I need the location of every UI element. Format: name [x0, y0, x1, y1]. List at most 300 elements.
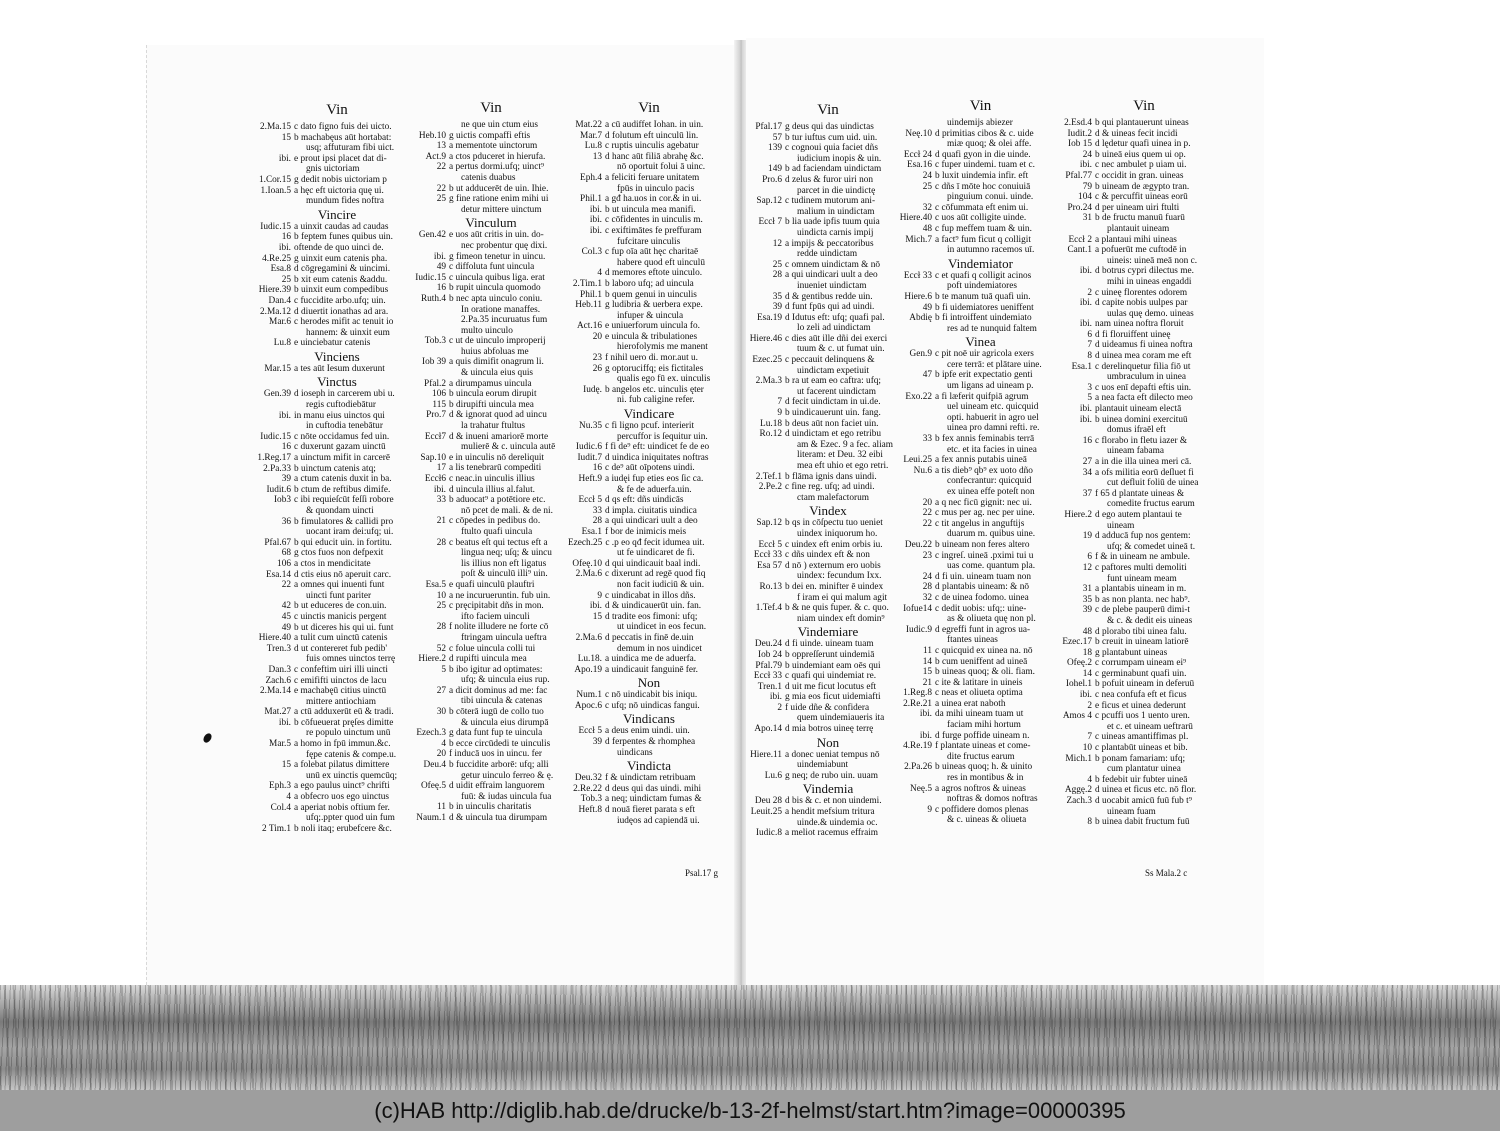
index-entry — [1058, 637, 1230, 648]
index-entry — [748, 771, 908, 782]
index-entry — [898, 281, 1063, 292]
entry-text: a tis dieb⁹ qb⁹ ex uoto dño — [935, 465, 1033, 476]
index-entry — [568, 506, 730, 517]
entry-text: b uinctum catenis atq; — [294, 463, 376, 474]
entry-text: percuffor is ſequitur uin. — [617, 431, 708, 442]
index-entry — [1058, 468, 1230, 479]
entry-text: d uinea mea coram me eft — [1095, 351, 1192, 362]
entry-text: d uit me ficut locutus eft — [785, 681, 877, 692]
index-entry — [568, 321, 730, 332]
index-entry — [257, 275, 417, 286]
entry-text: g ctos fuos non defpexit — [294, 548, 384, 559]
entry-reference — [898, 487, 935, 498]
entry-reference: Col.4 — [270, 802, 291, 813]
entry-reference: Lu.18. — [577, 654, 602, 665]
entry-reference: 15 — [922, 667, 932, 678]
index-entry — [1058, 309, 1230, 320]
index-entry — [257, 686, 417, 697]
entry-text: fuū: & iudas uincula fua — [461, 791, 552, 802]
entry-text: poft uindemiatores — [947, 281, 1017, 292]
entry-reference: 22 — [436, 162, 446, 173]
entry-reference — [412, 633, 449, 644]
index-entry — [568, 432, 730, 443]
entry-reference: Zach.3 — [1066, 796, 1092, 806]
index-entry — [1058, 362, 1230, 373]
index-entry — [412, 262, 570, 273]
entry-text: d uindictam et ego retribu — [785, 429, 882, 440]
entry-text: a uinctum mifit in carcerē — [294, 453, 391, 464]
entry-reference: 16 — [281, 232, 291, 243]
index-entry — [1058, 754, 1230, 765]
entry-reference: ibi. — [919, 730, 932, 741]
index-entry — [898, 487, 1063, 498]
index-entry — [898, 381, 1063, 392]
index-entry — [748, 529, 908, 540]
entry-text: c derelinquetur filia fiō ut — [1095, 361, 1191, 372]
entry-text: b uinea domini exercituū — [1095, 414, 1188, 425]
index-entry — [568, 268, 730, 279]
entry-text: c dato figno fuis dei uicto. — [294, 122, 392, 132]
index-entry — [748, 661, 908, 672]
entry-text: & fe de aduerfa.uin. — [617, 484, 692, 495]
entry-text: uindemiabunt — [797, 760, 849, 771]
entry-reference — [1058, 372, 1095, 383]
entry-reference: Mar.7 — [580, 130, 602, 141]
entry-text: d plorabo tibi uinea falu. — [1095, 626, 1187, 637]
index-entry — [748, 186, 908, 197]
entry-text: noftras & domos noftras — [947, 794, 1038, 805]
entry-reference: 33 — [592, 505, 602, 516]
entry-reference: 12 — [1082, 562, 1092, 573]
index-entry — [748, 239, 908, 250]
entry-reference: 22 — [922, 508, 932, 519]
entry-reference: 48 — [922, 223, 932, 234]
entry-text: g deus qui das uindictas — [785, 122, 874, 132]
column-headword: Vin — [638, 100, 660, 116]
entry-reference: Mich.1 — [1065, 753, 1092, 764]
entry-reference: Deu.4 — [423, 760, 446, 771]
index-entry — [568, 748, 730, 759]
index-entry — [898, 171, 1063, 182]
entry-text: a obfecro uos ego uinctus — [294, 792, 390, 803]
entry-reference — [412, 675, 449, 686]
entry-reference: 1.Reg.17 — [257, 453, 291, 464]
index-entry — [898, 402, 1063, 413]
entry-reference — [568, 432, 605, 443]
index-entry — [898, 519, 1063, 530]
entry-reference: 35 — [1082, 594, 1092, 605]
entry-reference — [412, 368, 449, 379]
entry-reference: ibi. — [1079, 298, 1092, 309]
entry-text: g uictis compaffi eftis — [449, 130, 531, 141]
entry-reference — [748, 529, 785, 540]
index-entry — [257, 421, 417, 432]
index-entry — [568, 665, 730, 676]
index-entry — [568, 591, 730, 602]
entry-text: d botrus cypri dilectus me. — [1095, 266, 1194, 277]
entry-reference: 25 — [922, 181, 932, 192]
index-entry — [257, 442, 417, 453]
entry-reference: 27 — [436, 685, 446, 696]
entry-reference — [412, 696, 449, 707]
index-entry — [412, 230, 570, 241]
entry-text: d adducā fup nos gentem: — [1095, 531, 1191, 542]
entry-reference — [412, 718, 449, 729]
index-entry — [412, 506, 570, 517]
entry-text: getur uinculo ferreo & ę. — [461, 770, 554, 781]
entry-text: f iram ei qui malum agit — [797, 592, 888, 603]
index-entry — [257, 591, 417, 602]
entry-text: c uindicabat in illos dñs. — [605, 590, 696, 601]
entry-reference: 1.Cor.15 — [258, 174, 291, 185]
index-entry — [568, 353, 730, 364]
index-entry — [257, 186, 417, 197]
entry-reference: 9 — [777, 408, 782, 419]
index-entry — [748, 650, 908, 661]
entry-reference: Pfal.2 — [424, 378, 446, 389]
entry-text: a ctos pduceret in hierufa. — [449, 151, 546, 162]
entry-reference — [568, 548, 605, 559]
index-entry — [748, 796, 908, 807]
index-entry — [898, 313, 1063, 324]
entry-text: la trahatur ftultus — [461, 421, 526, 432]
entry-reference — [748, 387, 785, 398]
index-entry — [898, 604, 1063, 615]
entry-text: d uinea et ficus etc. nō flor. — [1095, 785, 1197, 796]
entry-text: d ut contereret fub pedib' — [294, 643, 388, 654]
entry-reference: Hiere.39 — [258, 285, 291, 296]
index-entry — [412, 802, 570, 813]
section-heading: Vinctus — [317, 374, 357, 390]
entry-reference: 24 — [922, 571, 932, 582]
index-entry — [257, 707, 417, 718]
section-heading: Vindemia — [802, 781, 854, 797]
entry-text: d qs eft: dñs uindicās — [605, 495, 684, 506]
entry-reference: Esa.5 — [425, 579, 446, 590]
entry-reference — [748, 154, 785, 165]
entry-reference: Pfal.77 — [1065, 170, 1092, 181]
entry-text: g ludibria & uerbera expe. — [605, 300, 703, 311]
entry-reference: Eccł 5 — [578, 726, 602, 737]
entry-text: etc. et ita facies in uinea — [947, 444, 1037, 455]
entry-reference — [1058, 277, 1095, 288]
entry-text: ftringam uincula ueftra — [461, 632, 547, 643]
entry-text: a ego paulus uinct⁹ chrifti — [294, 781, 390, 792]
entry-reference: 49 — [436, 262, 446, 273]
entry-reference — [257, 164, 294, 175]
entry-text: c de plebe pauperū dimi-t — [1095, 605, 1190, 616]
section-heading: Vinea — [965, 334, 996, 350]
index-entry — [412, 326, 570, 337]
entry-text: g uinxit eum catenis pha. — [294, 253, 388, 264]
entry-text: nō oportuit folui ā uinc. — [617, 162, 706, 173]
entry-text: c .p eo qđ fecit idumea uit. — [605, 537, 705, 548]
index-entry — [1058, 648, 1230, 659]
index-entry — [568, 385, 730, 396]
index-entry — [748, 355, 908, 366]
index-entry — [257, 612, 417, 623]
entry-reference: Pfal.17 — [755, 122, 782, 132]
index-entry — [898, 392, 1063, 403]
entry-reference: 2.Ma.14 — [260, 686, 291, 697]
entry-reference — [748, 249, 785, 260]
entry-reference — [898, 192, 935, 203]
entry-reference: 22 — [281, 580, 291, 591]
entry-reference: Lu.8 — [584, 141, 602, 152]
entry-text: b lia uade ipfis tuum quia — [785, 217, 880, 228]
entry-reference — [257, 591, 294, 602]
entry-text: b ecce circūdedi te uinculis — [449, 738, 551, 749]
index-entry — [1058, 182, 1230, 193]
entry-text: d per uineam uiri ftulti — [1095, 202, 1180, 213]
index-entry — [412, 120, 570, 131]
column-headword: Vin — [1133, 98, 1155, 114]
entry-text: c quicquid ex uinea na. nō — [935, 645, 1033, 656]
index-entry — [898, 635, 1063, 646]
entry-reference: 13 — [436, 141, 446, 152]
entry-reference: Iudic.15 — [260, 431, 291, 442]
index-entry — [568, 311, 730, 322]
entry-reference — [257, 771, 294, 782]
index-entry — [1058, 139, 1230, 150]
entry-text: d & inueni amariorē morte — [449, 431, 549, 442]
index-entry — [748, 461, 908, 472]
entry-text: d funt fpūs qui ad uindi. — [785, 302, 875, 313]
entry-text: uindex iniquorum ho. — [797, 528, 878, 539]
index-entry — [568, 162, 730, 173]
entry-reference: 39 — [592, 737, 602, 748]
index-entry — [748, 154, 908, 165]
entry-text: re populo uinctum unū — [306, 728, 391, 739]
entry-reference: ibi. — [1079, 690, 1092, 701]
entry-text: a pertus dormi.ufq; uinct⁹ — [449, 162, 545, 173]
entry-reference: ibi. — [1079, 319, 1092, 330]
entry-text: et c. et uineam ueftrarū — [1107, 721, 1193, 732]
entry-text: c quafi qui uindemiat re. — [785, 671, 877, 682]
index-entry — [257, 781, 417, 792]
entry-reference: Pro.24 — [1067, 202, 1092, 213]
index-entry — [412, 580, 570, 591]
entry-text: d uideamus fi uinea noftra — [1095, 340, 1193, 351]
index-entry — [412, 194, 570, 205]
entry-text: umbraculum in uinea — [1107, 372, 1187, 383]
entry-reference: Mich.7 — [905, 234, 932, 245]
entry-reference: Nu.35 — [579, 421, 602, 432]
entry-text: c pcuffi uos 1 uento uren. — [1095, 711, 1190, 722]
entry-reference — [1058, 521, 1095, 532]
entry-reference: Act.9 — [425, 151, 446, 162]
entry-text: d impla. ciuitatis uindica — [605, 505, 697, 516]
entry-reference: 1.Reg.8 — [903, 688, 932, 699]
entry-text: & uincula eius quis — [461, 368, 534, 379]
entry-reference: ibi. — [589, 225, 602, 236]
entry-reference: ibi. — [769, 692, 782, 703]
entry-reference: 2 — [1087, 700, 1092, 711]
index-entry — [412, 749, 570, 760]
entry-reference — [1058, 309, 1095, 320]
entry-reference — [898, 381, 935, 392]
entry-text: c dedit uobis: ufq;: uine- — [935, 603, 1027, 614]
entry-text: g plantabunt uineas — [1095, 647, 1168, 658]
entry-text: a gđ ha.uos in cor.& in ui. — [605, 194, 702, 205]
entry-text: b flāma ignis dans uindi. — [785, 471, 877, 482]
entry-text: ex uinea effe poteſt non — [947, 487, 1035, 497]
entry-text: d & uineas fecit incidi — [1095, 128, 1178, 139]
index-entry — [1058, 436, 1230, 447]
entry-reference: 42 — [281, 601, 291, 612]
entry-reference: 4 — [597, 268, 602, 279]
entry-text: c cōfummata eft enim ui. — [935, 202, 1029, 213]
entry-reference: Hiere.2 — [418, 654, 446, 665]
entry-reference — [412, 241, 449, 252]
entry-text: ufq;.ppter quod uin fum — [306, 813, 395, 824]
entry-reference — [568, 395, 605, 406]
index-entry — [568, 453, 730, 464]
entry-reference: 23 — [922, 550, 932, 561]
entry-reference: 49 — [922, 302, 932, 313]
index-entry — [898, 349, 1063, 360]
index-entry — [412, 485, 570, 496]
entry-text: c confeftim uiri illi uincti — [294, 664, 388, 675]
index-entry — [257, 453, 417, 464]
index-entry — [1058, 669, 1230, 680]
entry-text: b nec apta uinculo coniu. — [449, 293, 543, 304]
entry-text: niam uindex eft domin⁹ — [797, 613, 885, 624]
entry-reference — [412, 305, 449, 316]
index-entry — [412, 131, 570, 142]
section-heading: Vindemiator — [948, 255, 1013, 271]
entry-text: d & uincula tua dirumpam — [449, 813, 548, 823]
entry-text: c germinabunt quafi uin. — [1095, 668, 1187, 679]
index-entry — [412, 792, 570, 803]
entry-text: b ut educeres de con.uin. — [294, 601, 387, 612]
entry-reference: Phil.1 — [580, 194, 602, 205]
entry-text: e uniuerforum uincula fo. — [605, 321, 701, 332]
entry-text: d bis & c. et non uindemi. — [785, 796, 882, 807]
entry-text: cut defluit foliū de uinea — [1107, 478, 1199, 489]
index-entry — [1058, 531, 1230, 542]
index-entry — [412, 205, 570, 216]
entry-reference: 16 — [281, 442, 291, 453]
entry-reference: Hiere.2 — [1064, 509, 1092, 520]
index-entry — [1058, 722, 1230, 733]
index-entry — [568, 237, 730, 248]
index-entry — [568, 300, 730, 311]
entry-text: f & in uineam ne ambule. — [1095, 552, 1191, 563]
entry-reference: Iudit.6 — [266, 484, 291, 495]
entry-reference: 2.Re.21 — [903, 698, 932, 709]
entry-reference: ibi. — [433, 251, 446, 262]
index-entry — [412, 305, 570, 316]
entry-text: c de⁹ aūt oīpotens uindi. — [605, 463, 695, 474]
entry-reference: 45 — [281, 611, 291, 622]
entry-text: c dixerunt ad regē quod fiq — [605, 569, 706, 580]
entry-reference — [568, 485, 605, 496]
entry-text: multo uinculo — [461, 325, 513, 336]
index-entry — [748, 682, 908, 693]
column-6 — [1058, 96, 1230, 828]
entry-text: non facit iudiciū & uin. — [617, 579, 705, 590]
entry-reference: Tren.3 — [266, 643, 291, 654]
index-entry — [898, 324, 1063, 335]
entry-text: d uindica iniquitates noftras — [605, 452, 709, 463]
entry-text: a ne incurueruntin. fub uin. — [449, 590, 551, 601]
entry-reference: 15 — [592, 611, 602, 622]
entry-reference: 39 — [1082, 605, 1092, 616]
entry-text: b qui plantauerunt uineas — [1095, 118, 1189, 128]
index-entry — [1058, 627, 1230, 638]
entry-text: b ipfe erit expectatio genti — [935, 370, 1033, 381]
index-entry — [898, 498, 1063, 509]
entry-reference — [748, 614, 785, 625]
index-entry — [412, 527, 570, 538]
entry-text: opti. habuerit in agro uel — [947, 412, 1039, 423]
entry-text: b & ne quis fuper. & c. quo. — [785, 603, 889, 614]
index-entry — [898, 303, 1063, 314]
index-entry — [898, 235, 1063, 246]
entry-text: uincti funt pariter — [306, 590, 372, 601]
entry-reference: Apoc.6 — [574, 700, 602, 711]
entry-reference — [412, 205, 449, 216]
index-entry — [748, 419, 908, 430]
index-entry — [1058, 288, 1230, 299]
entry-text: c omnem uindictam & nō — [785, 259, 881, 270]
entry-reference: Mar.6 — [269, 317, 291, 328]
index-entry — [257, 771, 417, 782]
index-entry — [257, 389, 417, 400]
entry-reference — [898, 324, 935, 335]
entry-reference: Pro.7 — [426, 410, 446, 421]
entry-text: d zelus & furor uiri non — [785, 174, 874, 185]
entry-reference: 30 — [436, 707, 446, 718]
index-entry — [1058, 732, 1230, 743]
entry-text: comedite fructus earum — [1107, 499, 1195, 510]
entry-reference: ibi. — [1079, 404, 1092, 415]
entry-reference — [1058, 764, 1095, 775]
index-entry — [748, 313, 908, 324]
entry-reference: Eccł 7 — [758, 217, 782, 228]
entry-text: parcet in die uindictę — [797, 185, 876, 196]
index-entry — [568, 442, 730, 453]
entry-reference — [898, 245, 935, 256]
entry-text: c exiftimātes fe preffuram — [605, 225, 702, 236]
entry-reference: Hiere.40 — [899, 213, 932, 224]
index-entry — [412, 644, 570, 655]
entry-reference: 39 — [281, 474, 291, 485]
entry-reference: Iohel.1 — [1065, 679, 1092, 690]
index-entry — [412, 622, 570, 633]
entry-text: a deus enim uindi. uin. — [605, 726, 690, 737]
entry-reference: 1.Ioan.5 — [260, 185, 291, 196]
entry-text: c plantabūt uineas et bib. — [1095, 743, 1188, 754]
entry-reference: Naum.1 — [416, 813, 446, 823]
entry-reference: 13 — [592, 151, 602, 162]
entry-text: d capite nobis uulpes par — [1095, 298, 1188, 309]
index-entry — [568, 784, 730, 795]
index-entry — [568, 580, 730, 591]
entry-reference — [412, 548, 449, 559]
index-entry — [898, 678, 1063, 689]
entry-reference: Eph.3 — [269, 781, 291, 792]
entry-text: c nōte occidamus fed uin. — [294, 431, 390, 442]
index-entry — [898, 271, 1063, 282]
entry-text: d fi uin. uineam tuam non — [935, 571, 1032, 582]
section-heading: Vindemiare — [797, 624, 859, 640]
index-entry — [898, 614, 1063, 625]
entry-reference: Iob 15 — [1067, 139, 1092, 150]
index-entry — [412, 601, 570, 612]
index-entry — [412, 421, 570, 432]
